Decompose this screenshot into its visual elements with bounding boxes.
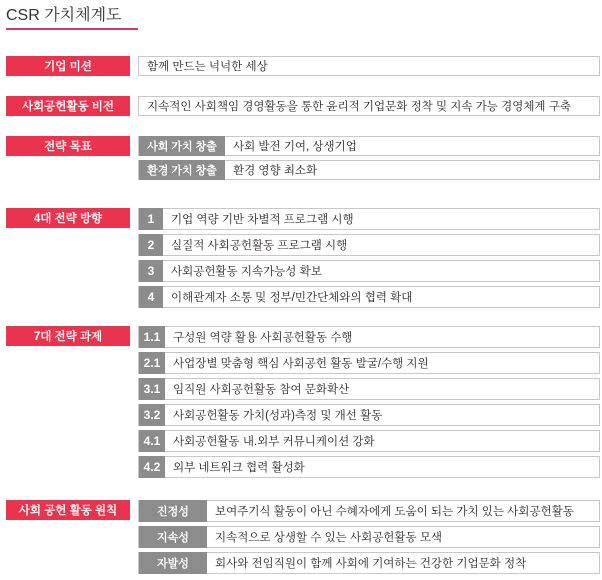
goal-chip: 환경 가치 창출 — [139, 160, 225, 180]
principle-text: 보여주기식 활동이 아닌 수혜자에게 도움이 되는 가치 있는 사회공헌활동 — [215, 506, 574, 518]
list-item — [138, 430, 600, 452]
direction-number: 3 — [139, 260, 163, 282]
task-text: 임직원 사회공헌활동 참여 문화확산 — [173, 384, 350, 396]
task-text: 사업장별 맞춤형 핵심 사회공헌 활동 발굴/수행 지원 — [173, 358, 429, 370]
principle-chip: 자발성 — [139, 552, 207, 574]
label-strategic-goals: 전략 목표 — [6, 136, 130, 156]
page-title-block — [6, 2, 596, 30]
row-four-directions — [6, 208, 600, 308]
list-item — [138, 404, 600, 426]
direction-text: 기업 역량 기반 차별적 프로그램 시행 — [171, 214, 354, 226]
task-text: 외부 네트워크 협력 활성화 — [173, 462, 305, 474]
four-directions-list — [138, 208, 600, 308]
task-number: 2.1 — [139, 352, 165, 374]
goal-chip: 사회 가치 창출 — [139, 136, 225, 156]
goal-text: 사회 발전 기여, 상생기업 — [233, 141, 357, 153]
principles-list — [138, 500, 600, 574]
row-seven-tasks — [6, 326, 600, 478]
list-item — [138, 160, 600, 180]
label-four-directions: 4대 전략 방향 — [6, 208, 130, 228]
row-principles — [6, 500, 600, 574]
title-underline — [6, 28, 138, 30]
list-item — [138, 500, 600, 522]
vision-text: 지속적인 사회책임 경영활동을 통한 윤리적 기업문화 정착 및 지속 가능 경영체계 구축 — [138, 96, 600, 116]
label-mission: 기업 미션 — [6, 56, 130, 76]
label-vision: 사회공헌활동 비전 — [6, 96, 130, 116]
page-title: CSR 가치체계도 — [6, 7, 122, 24]
list-item — [138, 326, 600, 348]
task-text: 사회공헌활동 내.외부 커뮤니케이션 강화 — [173, 436, 375, 448]
direction-text: 사회공헌활동 지속가능성 확보 — [171, 266, 322, 278]
task-text: 구성원 역량 활용 사회공헌활동 수행 — [173, 332, 353, 344]
list-item — [138, 526, 600, 548]
task-number: 3.2 — [139, 404, 165, 426]
row-mission — [6, 56, 600, 76]
task-number: 3.1 — [139, 378, 165, 400]
seven-tasks-list — [138, 326, 600, 478]
list-item — [138, 352, 600, 374]
direction-text: 실질적 사회공헌활동 프로그램 시행 — [171, 240, 348, 252]
goal-text: 환경 영향 최소화 — [233, 165, 318, 177]
row-vision — [6, 96, 600, 116]
label-seven-tasks: 7대 전략 과제 — [6, 326, 130, 346]
list-item — [138, 378, 600, 400]
principle-text: 회사와 전임직원이 함께 사회에 기여하는 건강한 기업문화 정착 — [215, 558, 527, 570]
task-text: 사회공헌활동 가치(성과)측정 및 개선 활동 — [173, 410, 383, 422]
task-number: 4.2 — [139, 456, 165, 478]
list-item — [138, 552, 600, 574]
direction-number: 2 — [139, 234, 163, 256]
strategic-goals-list — [138, 136, 600, 180]
principle-text: 지속적으로 상생할 수 있는 사회공헌활동 모색 — [215, 532, 443, 544]
list-item — [138, 136, 600, 156]
list-item — [138, 234, 600, 256]
row-strategic-goals — [6, 136, 600, 180]
list-item — [138, 208, 600, 230]
direction-text: 이해관계자 소통 및 정부/민간단체와의 협력 확대 — [171, 292, 413, 304]
task-number: 1.1 — [139, 326, 165, 348]
mission-text: 함께 만드는 넉넉한 세상 — [138, 56, 600, 76]
task-number: 4.1 — [139, 430, 165, 452]
direction-number: 4 — [139, 286, 163, 308]
list-item — [138, 456, 600, 478]
list-item — [138, 260, 600, 282]
list-item — [138, 286, 600, 308]
label-principles: 사회 공헌 활동 원칙 — [6, 500, 130, 520]
principle-chip: 지속성 — [139, 526, 207, 548]
principle-chip: 진정성 — [139, 500, 207, 522]
direction-number: 1 — [139, 208, 163, 230]
